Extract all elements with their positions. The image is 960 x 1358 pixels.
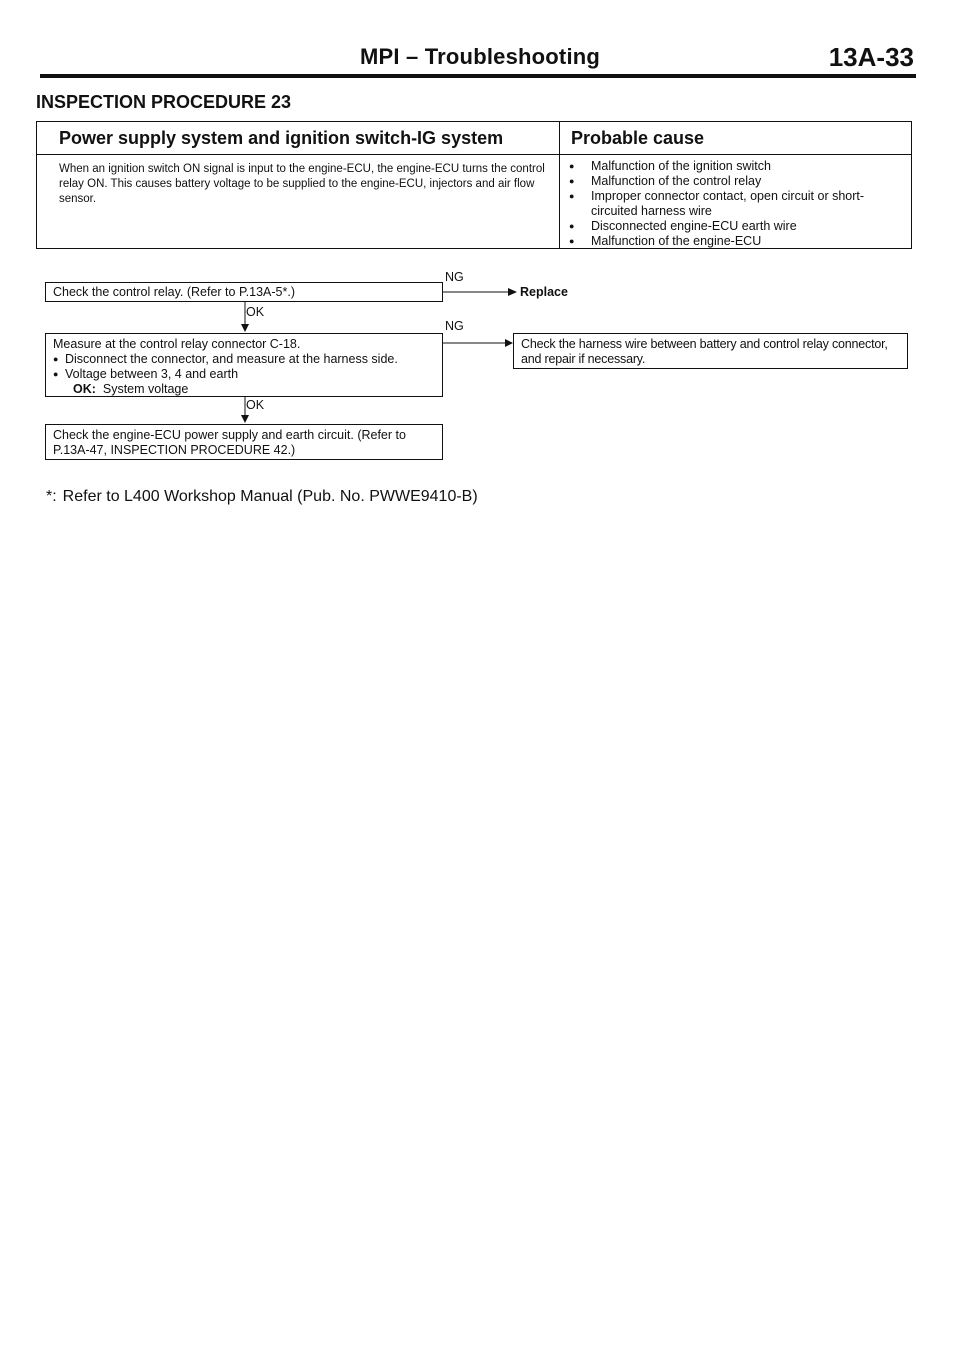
cause-item: ● Malfunction of the control relay [565,174,910,189]
page-number: 13A-33 [828,42,914,72]
ok-label: OK [246,305,265,319]
footnote-text: Refer to L400 Workshop Manual (Pub. No. PWWE9410-B) [62,488,478,505]
system-description: When an ignition switch ON signal is input to the engine-ECU, the engine-ECU turns the control relay ON. This causes battery voltage to be supplied to the engine-ECU, injectors and air flow sensor. [59,163,545,205]
arrow-down-icon [241,415,249,423]
footnote [46,488,478,506]
step-check-harness: Check the harness wire between battery and control relay connector, and repair if necessary. [513,333,908,369]
ok-label: OK [246,398,265,412]
arrow-right-icon [505,339,513,347]
cause-item: ● Malfunction of the ignition switch [565,159,910,174]
page-header-title: MPI – Troubleshooting [359,44,601,69]
step-check-engine-ecu: Check the engine-ECU power supply and earth circuit. (Refer to P.13A-47, INSPECTION PROCEDURE 42.) [45,424,443,460]
cause-item: ● Malfunction of the engine-ECU [565,234,910,249]
ok-criterion-value: System voltage [102,382,189,396]
cause-item: ● Disconnected engine-ECU earth wire [565,219,910,234]
ng-label: NG [445,319,464,333]
probable-cause-title: Probable cause [571,128,705,148]
step-check-control-relay: Check the control relay. (Refer to P.13A-5*.) [45,282,443,302]
ok-criterion-label: OK: [73,382,96,396]
replace-action: Replace [520,285,568,299]
cause-item: ● Improper connector contact, open circuit or short-circuited harness wire [565,189,910,219]
ng-label: NG [445,270,464,284]
procedure-title: INSPECTION PROCEDURE 23 [36,92,292,112]
step-measure-connector [45,333,443,397]
ok-criterion [53,382,435,397]
system-title: Power supply system and ignition switch-IG system [59,128,504,148]
arrow-down-icon [241,324,249,332]
measure-bullet: ● Voltage between 3, 4 and earth [53,367,435,382]
step-measure-title: Measure at the control relay connector C-18. [53,337,301,351]
footnote-mark: *: [46,488,57,505]
arrow-right-icon [508,288,517,296]
measure-bullet: ● Disconnect the connector, and measure at the harness side. [53,352,435,367]
